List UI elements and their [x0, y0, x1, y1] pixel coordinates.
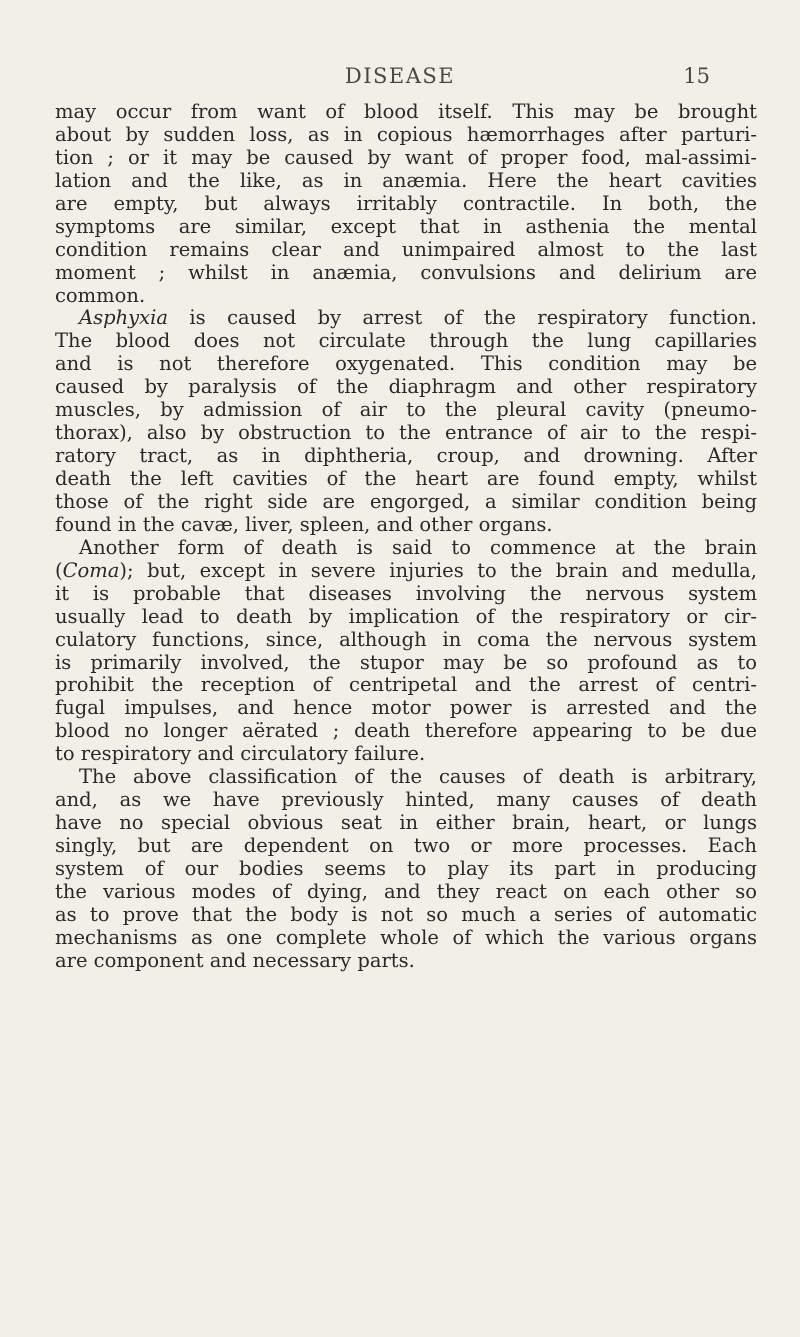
text-line: to respiratory and circulatory failure.: [55, 742, 426, 766]
text-line: [55, 307, 757, 330]
text-line: blood no longer aërated ; death therefore appearing to be due: [55, 719, 757, 743]
text-line: is primarily involved, the stupor may be so profound as to: [55, 650, 757, 674]
text-line: lation and the like, as in anæmia. Here the heart cavities: [55, 168, 757, 192]
text-line: Another form of death is said to commence at the brain: [79, 535, 757, 559]
text-line: condition remains clear and unimpaired almost to the last: [55, 237, 757, 261]
text-line: The above classification of the causes of death is arbitrary,: [79, 765, 757, 789]
running-title: DISEASE: [344, 64, 456, 88]
text-line: the various modes of dying, and they react on each other so: [55, 879, 757, 903]
text-line: and is not therefore oxygenated. This condition may be: [55, 352, 757, 376]
text-line: singly, but are dependent on two or more processes. Each: [55, 834, 757, 857]
text-line: moment ; whilst in anæmia, convulsions and delirium are: [55, 260, 757, 284]
text-line: tion ; or it may be caused by want of proper food, mal-assimi-: [55, 145, 757, 169]
text-line: fugal impulses, and hence motor power is arrested and the: [55, 696, 757, 720]
text-line: have no special obvious seat in either brain, heart, or lungs: [55, 811, 757, 835]
text-line: death the left cavities of the heart are found empty, whilst: [55, 467, 757, 490]
text-line: are empty, but always irritably contractile. In both, the: [55, 191, 757, 215]
text-line: muscles, by admission of air to the pleural cavity (pneumo-: [55, 398, 757, 422]
text-line: The blood does not circulate through the lung capillaries: [55, 329, 757, 353]
running-head: [0, 64, 800, 94]
text-line: prohibit the reception of centripetal and the arrest of centri-: [55, 673, 757, 697]
text-line: and, as we have previously hinted, many causes of death: [55, 788, 757, 812]
text-line: system of our bodies seems to play its part in producing: [55, 856, 757, 880]
text-line: are component and necessary parts.: [55, 948, 415, 972]
text-line: usually lead to death by implication of the respiratory or cir-: [55, 604, 757, 628]
line-text: (: [55, 558, 63, 582]
text-line: as to prove that the body is not so much a series of automatic: [55, 902, 757, 926]
text-line: [55, 560, 757, 583]
italic-term-asphyxia: Asphyxia: [79, 306, 169, 330]
text-line: symptoms are similar, except that in asthenia the mental: [55, 214, 757, 238]
body-text: [55, 101, 757, 973]
text-line: it is probable that diseases involving the nervous system: [55, 581, 757, 605]
line-text: is caused by arrest of the respiratory function.: [168, 306, 757, 330]
text-line: may occur from want of blood itself. This may be brought: [55, 100, 757, 123]
text-line: common.: [55, 283, 146, 307]
text-line: caused by paralysis of the diaphragm and other respiratory: [55, 375, 757, 399]
text-line: found in the cavæ, liver, spleen, and other organs.: [55, 512, 553, 536]
text-line: culatory functions, since, although in coma the nervous system: [55, 627, 757, 651]
text-line: thorax), also by obstruction to the entrance of air to the respi-: [55, 421, 757, 445]
page-number: 15: [683, 64, 710, 88]
text-line: about by sudden loss, as in copious hæmorrhages after parturi-: [55, 122, 757, 146]
line-text: ); but, except in severe injuries to the brain and medulla,: [119, 558, 757, 582]
text-line: ratory tract, as in diphtheria, croup, and drowning. After: [55, 444, 757, 468]
text-line: mechanisms as one complete whole of which the various organs: [55, 925, 757, 949]
italic-term-coma: Coma: [62, 558, 120, 582]
text-line: those of the right side are engorged, a similar condition being: [55, 489, 757, 513]
